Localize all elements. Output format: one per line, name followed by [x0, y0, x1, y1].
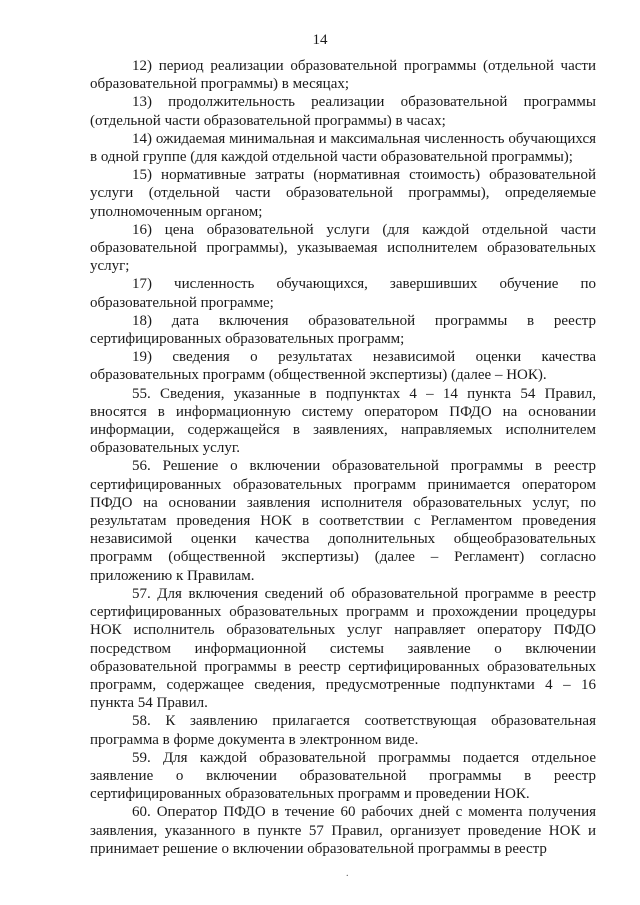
paragraph-58: 58. К заявлению прилагается соответствующая образовательная программа в форме документа в электронном виде. [90, 713, 596, 748]
paragraph-item-19: 19) сведения о результатах независимой оценки качества образовательных программ (общественной экспертизы) (далее – НОК). [90, 349, 596, 384]
paragraph-56: 56. Решение о включении образовательной программы в реестр сертифицированных образовательных программ принимается оператором ПФДО на основании заявления исполнителя образовательных услуг, по результатам проведения НОК в соответствии с Регламентом проведения независимой оценки качества дополнительных общеобразовательных программ (общественной экспертизы) (далее – Регламент) согласно приложению к Правилам. [90, 458, 596, 584]
paragraph-item-16: 16) цена образовательной услуги (для каждой отдельной части образовательной программы), указываемая исполнителем образовательных услуг; [90, 221, 596, 275]
paragraph-57: 57. Для включения сведений об образовательной программе в реестр сертифицированных образовательных программ и прохождении процедуры НОК исполнитель образовательных услуг направляет оператору ПФДО посредством информационной системы заявление о включении образовательной программы в реестр сертифицированных образовательных программ, содержащее сведения, предусмотренные подпунктами 4 – 16 пункта 54 Правил. [90, 585, 596, 712]
document-body [90, 57, 596, 858]
paragraph-item-17: 17) численность обучающихся, завершивших обучение по образовательной программе; [90, 276, 596, 311]
paragraph-item-13: 13) продолжительность реализации образовательной программы (отдельной части образовательной программы) в часах; [90, 94, 596, 129]
paragraph-55: 55. Сведения, указанные в подпунктах 4 – 14 пункта 54 Правил, вносятся в информационную систему оператором ПФДО на основании информации, содержащейся в заявлениях, направляемых исполнителем образовательных услуг. [90, 385, 596, 457]
paragraph-item-15: 15) нормативные затраты (нормативная стоимость) образовательной услуги (отдельной части образовательной программы), определяемые уполномоченным органом; [90, 167, 596, 220]
paragraph-item-14: 14) ожидаемая минимальная и максимальная численность обучающихся в одной группе (для каждой отдельной части образовательной программы); [90, 130, 596, 166]
footer-mark: . [346, 868, 349, 879]
paragraph-item-18: 18) дата включения образовательной программы в реестр сертифицированных образовательных программ; [90, 312, 596, 348]
paragraph-59: 59. Для каждой образовательной программы подается отдельное заявление о включении образовательной программы в реестр сертифицированных образовательных программ и проведении НОК. [90, 749, 596, 803]
paragraph-item-12: 12) период реализации образовательной программы (отдельной части образовательной программы) в месяцах; [90, 58, 596, 93]
page-number: 14 [312, 32, 328, 48]
paragraph-60: 60. Оператор ПФДО в течение 60 рабочих дней с момента получения заявления, указанного в пункте 57 Правил, организует проведение НОК и принимает решение о включении образовательной программы в реестр [90, 804, 596, 857]
